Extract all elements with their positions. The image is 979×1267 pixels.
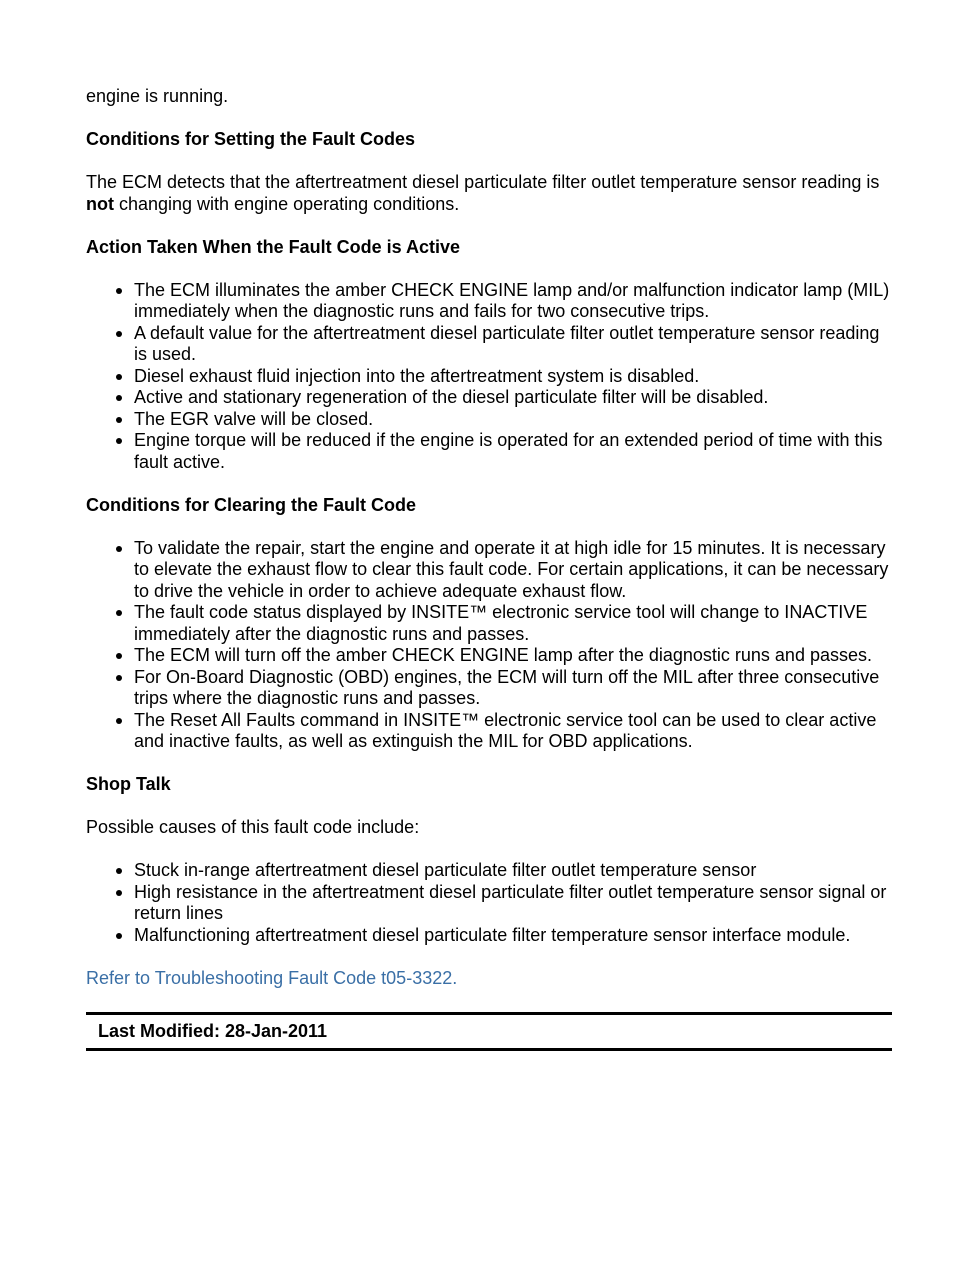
list-item: For On-Board Diagnostic (OBD) engines, the ECM will turn off the MIL after three consecutive trips where the diagnostic runs and passes. bbox=[134, 667, 894, 710]
shoptalk-text: Possible causes of this fault code include: bbox=[86, 817, 420, 837]
last-modified: Last Modified: 28-Jan-2011 bbox=[98, 1020, 328, 1041]
list-item: High resistance in the aftertreatment diesel particulate filter outlet temperature sensor signal or return lines bbox=[134, 882, 894, 925]
action-list bbox=[86, 280, 894, 474]
setting-text-bold: not bbox=[86, 193, 114, 214]
setting-text-before: The ECM detects that the aftertreatment diesel particulate filter outlet temperature sensor reading is bbox=[86, 172, 880, 192]
shoptalk-heading: Shop Talk bbox=[86, 774, 171, 794]
list-item: The Reset All Faults command in INSITE™ electronic service tool can be used to clear active and inactive faults, as well as extinguish the MIL for OBD applications. bbox=[134, 710, 894, 753]
intro-text: engine is running. bbox=[86, 86, 229, 106]
shoptalk-list bbox=[86, 860, 894, 946]
clearing-list bbox=[86, 538, 894, 753]
setting-text-after: changing with engine operating conditions. bbox=[113, 193, 460, 214]
list-item: The fault code status displayed by INSITE™ electronic service tool will change to INACTIVE immediately after the diagnostic runs and passes. bbox=[134, 602, 894, 645]
list-item: The ECM will turn off the amber CHECK ENGINE lamp after the diagnostic runs and passes. bbox=[134, 645, 894, 667]
document-page bbox=[86, 86, 894, 1051]
list-item: Malfunctioning aftertreatment diesel particulate filter temperature sensor interface module. bbox=[134, 925, 894, 947]
troubleshooting-link[interactable]: Refer to Troubleshooting Fault Code t05-3322. bbox=[86, 967, 458, 988]
clearing-heading: Conditions for Clearing the Fault Code bbox=[86, 494, 416, 515]
setting-text bbox=[86, 172, 894, 215]
list-item: Stuck in-range aftertreatment diesel particulate filter outlet temperature sensor bbox=[134, 860, 894, 882]
list-item: To validate the repair, start the engine and operate it at high idle for 15 minutes. It is necessary to elevate the exhaust flow to clear this fault code. For certain applications, it can be necessary to drive the vehicle in order to achieve adequate exhaust flow. bbox=[134, 538, 894, 603]
list-item: The ECM illuminates the amber CHECK ENGINE lamp and/or malfunction indicator lamp (MIL) immediately when the diagnostic runs and fails for two consecutive trips. bbox=[134, 280, 894, 323]
footer-bar bbox=[86, 1012, 892, 1051]
list-item: Engine torque will be reduced if the engine is operated for an extended period of time with this fault active. bbox=[134, 430, 894, 473]
list-item: Diesel exhaust fluid injection into the aftertreatment system is disabled. bbox=[134, 366, 894, 388]
setting-heading: Conditions for Setting the Fault Codes bbox=[86, 129, 415, 149]
list-item: Active and stationary regeneration of the diesel particulate filter will be disabled. bbox=[134, 387, 894, 409]
list-item: The EGR valve will be closed. bbox=[134, 409, 894, 431]
action-heading: Action Taken When the Fault Code is Active bbox=[86, 236, 461, 257]
list-item: A default value for the aftertreatment diesel particulate filter outlet temperature sensor reading is used. bbox=[134, 323, 894, 366]
